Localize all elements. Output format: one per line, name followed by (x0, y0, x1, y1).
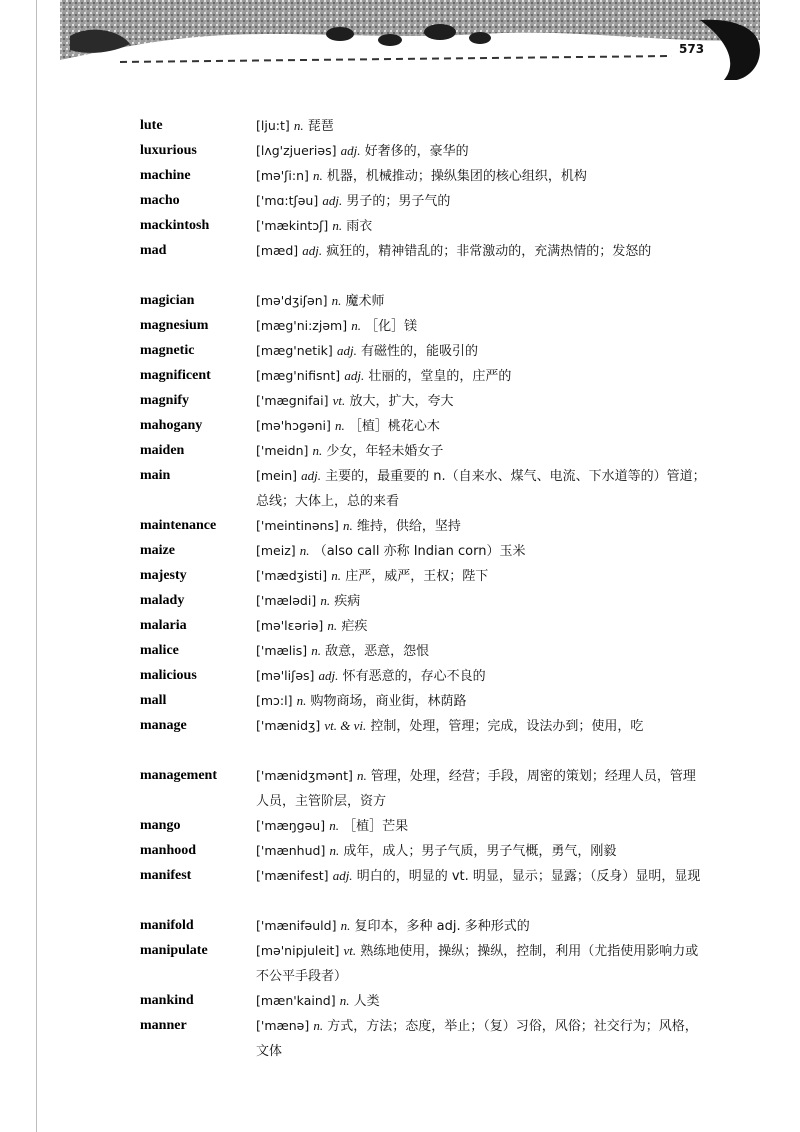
dictionary-entry (0, 463, 800, 513)
pronunciation: [mə'nipjuleit] (256, 943, 340, 958)
part-of-speech: n. (343, 518, 353, 533)
headword: manhood (140, 843, 197, 858)
definition-text: 控制，处理，管理；完成，设法办到；使用，吃 (370, 719, 644, 734)
pronunciation: [lʌg'zjueriəs] (256, 143, 337, 158)
definition (256, 213, 708, 239)
dictionary-entry (0, 438, 800, 463)
headword: maiden (140, 443, 185, 458)
pronunciation: [mɔ:l] (256, 693, 293, 708)
definition-text: 敌意，恶意，怨恨 (325, 644, 430, 659)
dictionary-entry (0, 338, 800, 363)
definition (256, 463, 708, 514)
part-of-speech: n. (340, 918, 351, 933)
dictionary-entry (0, 113, 800, 138)
pronunciation: [mə'hɔgəni] (256, 418, 331, 433)
dictionary-entry (0, 288, 800, 313)
part-of-speech: adj. (332, 868, 353, 883)
headword: magnesium (140, 318, 209, 333)
part-of-speech: adj. (336, 343, 357, 358)
headword: manage (140, 718, 187, 733)
headword: mackintosh (140, 218, 210, 233)
dictionary-entry (0, 313, 800, 338)
headword: malady (140, 593, 185, 608)
dictionary-entry (0, 1013, 800, 1063)
definition (256, 913, 708, 939)
headword: manifest (140, 868, 192, 883)
part-of-speech: n. (331, 568, 342, 583)
definition (256, 138, 708, 164)
definition-text: 少女，年轻未婚女子 (326, 444, 444, 459)
definition-text: 琵琶 (307, 119, 334, 134)
dictionary-entry (0, 988, 800, 1013)
part-of-speech: n. (357, 768, 367, 783)
definition-text: 人类 (353, 994, 380, 1009)
definition-text: （also call 亦称 Indian corn）玉米 (313, 544, 526, 559)
part-of-speech: adj. (344, 368, 365, 383)
pronunciation: ['mæŋgəu] (256, 818, 326, 833)
headword: mall (140, 693, 167, 708)
dictionary-entry (0, 163, 800, 188)
pronunciation: [mə'lɛəriə] (256, 618, 324, 633)
dictionary-entry (0, 588, 800, 613)
part-of-speech: n. (313, 168, 323, 183)
part-of-speech: n. (293, 118, 304, 133)
definition-text: 雨衣 (346, 219, 373, 234)
definition (256, 363, 708, 389)
part-of-speech: n. (311, 643, 321, 658)
definition (256, 513, 708, 539)
dictionary-entry (0, 813, 800, 838)
dictionary-entry (0, 763, 800, 813)
part-of-speech: vt. (343, 943, 357, 958)
dictionary-entry (0, 363, 800, 388)
headword: magnificent (140, 368, 211, 383)
definition (256, 763, 708, 814)
pronunciation: [mæg'ni:zjəm] (256, 318, 348, 333)
dictionary-entry (0, 663, 800, 688)
definition (256, 113, 708, 139)
definition (256, 638, 708, 664)
headword: mahogany (140, 418, 203, 433)
part-of-speech: n. (312, 443, 323, 458)
definition-text: ［植］芒果 (343, 819, 409, 834)
definition (256, 563, 708, 589)
pronunciation: ['mægnifai] (256, 393, 329, 408)
definition (256, 838, 708, 864)
definition-text: 好奢侈的，豪华的 (364, 144, 469, 159)
definition-text: 明白的，明显的 vt. 明显，显示；显露；（反身）显明，显现 (356, 869, 701, 884)
definition (256, 538, 708, 564)
part-of-speech: n. (299, 543, 310, 558)
headword: malice (140, 643, 179, 658)
headword: majesty (140, 568, 187, 583)
part-of-speech: vt. (332, 393, 346, 408)
headword: malaria (140, 618, 187, 633)
part-of-speech: vt. & vi. (324, 718, 367, 733)
dictionary-entry (0, 713, 800, 763)
part-of-speech: n. (339, 993, 350, 1008)
definition-text: 魔术师 (345, 294, 385, 309)
pronunciation: [mæd] (256, 243, 299, 258)
part-of-speech: adj. (302, 243, 323, 258)
definition-text: 壮丽的，堂皇的，庄严的 (368, 369, 512, 384)
definition-text: 疟疾 (341, 619, 368, 634)
pronunciation: ['mænidʒ] (256, 718, 321, 733)
dictionary-entry (0, 513, 800, 538)
pronunciation: [mə'liʃəs] (256, 668, 315, 683)
part-of-speech: n. (313, 1018, 324, 1033)
definition-text: 疾病 (334, 594, 361, 609)
pronunciation: ['mækintɔʃ] (256, 218, 329, 233)
dictionary-entry (0, 138, 800, 163)
pronunciation: [meiz] (256, 543, 296, 558)
headword: magician (140, 293, 195, 308)
pronunciation: ['meidn] (256, 443, 309, 458)
headword: machine (140, 168, 191, 183)
definition (256, 938, 708, 989)
definition-text: 放大，扩大，夸大 (349, 394, 454, 409)
definition-text: 购物商场，商业街，林荫路 (310, 694, 467, 709)
pronunciation: ['mɑ:tʃəu] (256, 193, 319, 208)
pronunciation: ['mænifest] (256, 868, 329, 883)
definition-text: 庄严，威严，王权；陛下 (345, 569, 489, 584)
part-of-speech: adj. (318, 668, 339, 683)
definition (256, 388, 708, 414)
pronunciation: [mæg'nifisnt] (256, 368, 341, 383)
headword: manifold (140, 918, 194, 933)
part-of-speech: n. (329, 843, 340, 858)
definition (256, 813, 708, 839)
definition-text: 管理，处理，经营；手段，周密的策划；经理人员，管理人员，主管阶层，资方 (256, 769, 696, 809)
pronunciation: [mein] (256, 468, 298, 483)
definition (256, 413, 708, 439)
definition (256, 188, 708, 214)
headword: magnetic (140, 343, 195, 358)
dictionary-entry (0, 938, 800, 988)
part-of-speech: n. (296, 693, 307, 708)
dictionary-entry (0, 213, 800, 238)
headword: maintenance (140, 518, 217, 533)
headword: macho (140, 193, 180, 208)
definition (256, 238, 708, 264)
definition (256, 663, 708, 689)
headword: mad (140, 243, 167, 258)
dictionary-entry (0, 913, 800, 938)
pronunciation: [mæn'kaind] (256, 993, 336, 1008)
definition (256, 163, 708, 189)
definition-text: 机器，机械推动；操纵集团的核心组织，机构 (326, 169, 587, 184)
headword: luxurious (140, 143, 197, 158)
definition-text: 主要的，最重要的 n.（自来水、煤气、电流、下水道等的）管道；总线；大体上，总的来看 (256, 469, 706, 509)
headword: management (140, 768, 217, 783)
part-of-speech: n. (331, 293, 342, 308)
part-of-speech: n. (332, 218, 343, 233)
part-of-speech: adj. (301, 468, 322, 483)
definition (256, 988, 708, 1014)
dictionary-entry (0, 563, 800, 588)
pronunciation: ['meintinəns] (256, 518, 339, 533)
dictionary-entry (0, 538, 800, 563)
pronunciation: ['mænifəuld] (256, 918, 337, 933)
headword: magnify (140, 393, 189, 408)
definition (256, 338, 708, 364)
pronunciation: [lju:t] (256, 118, 290, 133)
pronunciation: [mə'dʒiʃən] (256, 293, 328, 308)
pronunciation: [mə'ʃi:n] (256, 168, 309, 183)
definition-text: 疯狂的，精神错乱的；非常激动的，充满热情的；发怒的 (326, 244, 652, 259)
dictionary-entry (0, 638, 800, 663)
part-of-speech: adj. (322, 193, 343, 208)
definition-text: ［化］镁 (365, 319, 418, 334)
definition-text: ［植］桃花心木 (348, 419, 440, 434)
definition-text: 有磁性的，能吸引的 (360, 344, 478, 359)
dictionary-entry (0, 863, 800, 913)
dictionary-entry (0, 238, 800, 288)
definition (256, 1013, 708, 1064)
dictionary-entry (0, 413, 800, 438)
page-number: 573 (676, 42, 707, 56)
part-of-speech: n. (327, 618, 338, 633)
definition (256, 713, 708, 739)
definition-text: 复印本，多种 adj. 多种形式的 (354, 919, 530, 934)
definition (256, 288, 708, 314)
part-of-speech: n. (320, 593, 331, 608)
definition (256, 588, 708, 614)
headword: main (140, 468, 171, 483)
dictionary-entry (0, 838, 800, 863)
headword: lute (140, 118, 163, 133)
definition-text: 熟练地使用，操纵；操纵，控制，利用（尤指使用影响力或不公平手段者） (256, 944, 699, 984)
definition-text: 方式，方法；态度，举止；（复）习俗，风俗；社交行为；风格，文体 (256, 1019, 698, 1059)
definition (256, 438, 708, 464)
definition (256, 688, 708, 714)
dictionary-entry (0, 388, 800, 413)
part-of-speech: n. (351, 318, 361, 333)
definition (256, 313, 708, 339)
definition-text: 怀有恶意的，存心不良的 (342, 669, 486, 684)
dictionary-entry (0, 688, 800, 713)
headword: manipulate (140, 943, 208, 958)
dictionary-entry (0, 188, 800, 213)
definition-text: 成年，成人；男子气质，男子气概，勇气，刚毅 (343, 844, 617, 859)
part-of-speech: n. (329, 818, 340, 833)
headword: mankind (140, 993, 194, 1008)
headword: malicious (140, 668, 197, 683)
dictionary-entry (0, 613, 800, 638)
pronunciation: ['mælədi] (256, 593, 317, 608)
headword: maize (140, 543, 175, 558)
pronunciation: ['mædʒisti] (256, 568, 328, 583)
pronunciation: ['mænidʒmənt] (256, 768, 353, 783)
definition (256, 613, 708, 639)
headword: mango (140, 818, 181, 833)
pronunciation: ['mænə] (256, 1018, 310, 1033)
part-of-speech: n. (335, 418, 345, 433)
pronunciation: ['mælis] (256, 643, 308, 658)
pronunciation: [mæg'netik] (256, 343, 333, 358)
definition (256, 863, 708, 889)
part-of-speech: adj. (340, 143, 361, 158)
definition-text: 维持，供给，坚持 (356, 519, 461, 534)
definition-text: 男子的；男子气的 (346, 194, 451, 209)
headword: manner (140, 1018, 187, 1033)
pronunciation: ['mænhud] (256, 843, 326, 858)
